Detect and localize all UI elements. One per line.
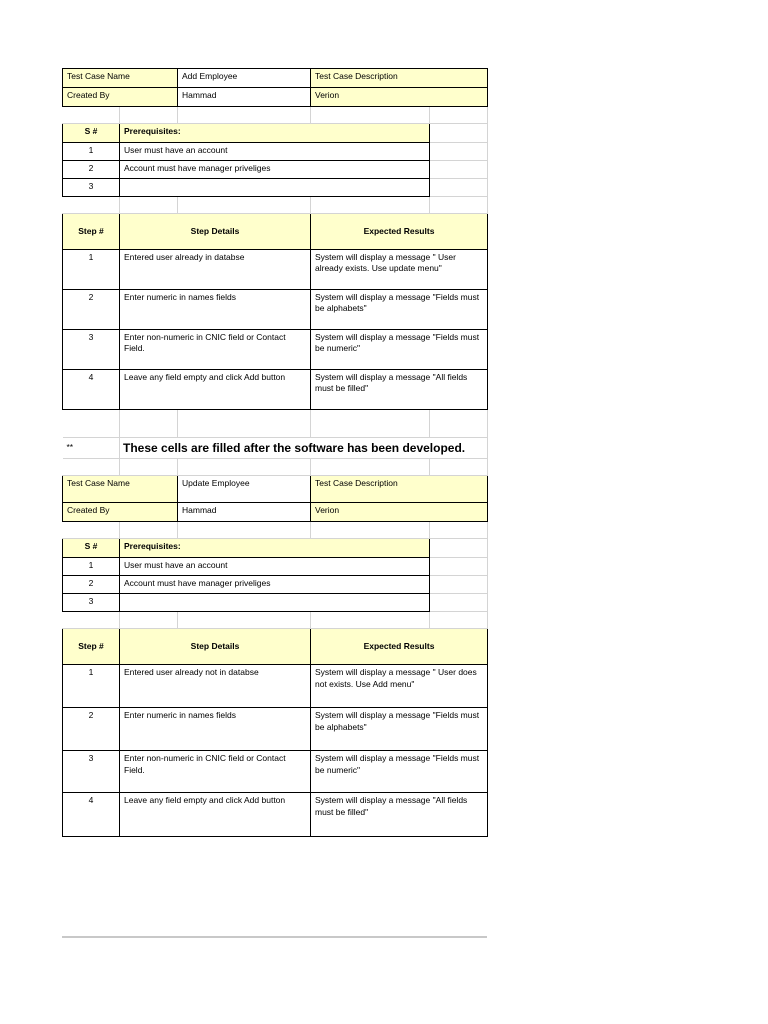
- case1-prereq-num: 1: [63, 143, 120, 161]
- case1-step-expected[interactable]: System will display a message "Fields must be alphabets": [311, 290, 488, 330]
- case1-prereq-num: 2: [63, 161, 120, 179]
- case1-description-label: Test Case Description: [311, 69, 488, 88]
- case1-created-by-label: Created By: [63, 88, 178, 107]
- case1-step-details[interactable]: Leave any field empty and click Add button: [120, 370, 311, 410]
- case2-step-expected[interactable]: System will display a message "Fields must be alphabets": [311, 708, 488, 751]
- case2-prereq-row: [63, 558, 488, 576]
- case1-prereq-text[interactable]: User must have an account: [120, 143, 430, 161]
- case1-step-expected[interactable]: System will display a message "Fields must be numeric": [311, 330, 488, 370]
- case1-step-row: [63, 290, 488, 330]
- case1-step-expected[interactable]: System will display a message " User already exists. Use update menu": [311, 250, 488, 290]
- case1-prereq-title: Prerequisites:: [120, 124, 430, 143]
- case2-step-num: 3: [63, 751, 120, 793]
- note-marker: **: [63, 438, 120, 459]
- case1-step-row: [63, 330, 488, 370]
- case2-prereq-num-label: S #: [63, 539, 120, 558]
- spacer-row: [63, 107, 488, 124]
- case1-created-by-value[interactable]: Hammad: [178, 88, 311, 107]
- case1-prereq-row: [63, 143, 488, 161]
- case2-step-expected[interactable]: System will display a message " User does not exists. Use Add menu": [311, 665, 488, 708]
- case2-step-expected[interactable]: System will display a message "All fields must be filled": [311, 793, 488, 837]
- case2-header-row-name: [63, 476, 488, 503]
- case1-step-num-header: Step #: [63, 214, 120, 250]
- case2-step-details-header: Step Details: [120, 629, 311, 665]
- spacer-row: [63, 197, 488, 214]
- note-text: These cells are filled after the software has been developed.: [120, 438, 488, 459]
- case2-step-row: [63, 751, 488, 793]
- case2-prereq-row: [63, 594, 488, 612]
- case2-step-num: 2: [63, 708, 120, 751]
- case1-step-num: 4: [63, 370, 120, 410]
- case2-step-details[interactable]: Entered user already not in databse: [120, 665, 311, 708]
- spreadsheet-sheet: [62, 68, 487, 837]
- case2-version-label: Verion: [311, 503, 488, 522]
- case1-header-row-name: [63, 69, 488, 88]
- case2-step-details[interactable]: Enter numeric in names fields: [120, 708, 311, 751]
- note-row: [63, 438, 488, 459]
- case1-steps-header: [63, 214, 488, 250]
- case2-step-details[interactable]: Enter non-numeric in CNIC field or Contact Field.: [120, 751, 311, 793]
- case1-step-expected[interactable]: System will display a message "All fields must be filled": [311, 370, 488, 410]
- spacer-row: [63, 612, 488, 629]
- test-case-table: [62, 68, 488, 837]
- page-footer-divider: [62, 936, 487, 938]
- case1-prereq-row: [63, 179, 488, 197]
- spacer-row: [63, 410, 488, 438]
- case2-step-expected[interactable]: System will display a message "Fields must be numeric": [311, 751, 488, 793]
- case1-expected-results-header: Expected Results: [311, 214, 488, 250]
- case1-step-row: [63, 250, 488, 290]
- case2-name-label: Test Case Name: [63, 476, 178, 503]
- case2-description-label: Test Case Description: [311, 476, 488, 503]
- case2-created-by-value[interactable]: Hammad: [178, 503, 311, 522]
- case2-prereq-text[interactable]: User must have an account: [120, 558, 430, 576]
- case1-prereq-text[interactable]: [120, 179, 430, 197]
- case1-prereq-num: 3: [63, 179, 120, 197]
- case1-prereq-text[interactable]: Account must have manager priveliges: [120, 161, 430, 179]
- case2-step-details[interactable]: Leave any field empty and click Add button: [120, 793, 311, 837]
- case1-prereq-row: [63, 161, 488, 179]
- case2-prereq-text[interactable]: [120, 594, 430, 612]
- case2-prereq-row: [63, 576, 488, 594]
- case2-step-row: [63, 708, 488, 751]
- case2-step-row: [63, 793, 488, 837]
- case1-prereq-num-label: S #: [63, 124, 120, 143]
- case1-step-num: 2: [63, 290, 120, 330]
- case2-name-value[interactable]: Update Employee: [178, 476, 311, 503]
- case1-version-label: Verion: [311, 88, 488, 107]
- case1-prereq-header: [63, 124, 488, 143]
- case1-name-value[interactable]: Add Employee: [178, 69, 311, 88]
- case2-prereq-title: Prerequisites:: [120, 539, 430, 558]
- case1-name-label: Test Case Name: [63, 69, 178, 88]
- case1-step-num: 1: [63, 250, 120, 290]
- case2-header-row-created: [63, 503, 488, 522]
- case1-header-row-created: [63, 88, 488, 107]
- case2-step-num: 1: [63, 665, 120, 708]
- case2-prereq-num: 3: [63, 594, 120, 612]
- case2-prereq-text[interactable]: Account must have manager priveliges: [120, 576, 430, 594]
- case1-step-details[interactable]: Enter numeric in names fields: [120, 290, 311, 330]
- case2-expected-results-header: Expected Results: [311, 629, 488, 665]
- spacer-row: [63, 522, 488, 539]
- case2-prereq-num: 1: [63, 558, 120, 576]
- case2-prereq-header: [63, 539, 488, 558]
- case2-prereq-num: 2: [63, 576, 120, 594]
- case1-step-details-header: Step Details: [120, 214, 311, 250]
- case1-step-details[interactable]: Enter non-numeric in CNIC field or Contact Field.: [120, 330, 311, 370]
- case2-created-by-label: Created By: [63, 503, 178, 522]
- case1-step-row: [63, 370, 488, 410]
- case2-step-num-header: Step #: [63, 629, 120, 665]
- case2-steps-header: [63, 629, 488, 665]
- case2-step-row: [63, 665, 488, 708]
- case2-step-num: 4: [63, 793, 120, 837]
- case1-step-num: 3: [63, 330, 120, 370]
- case1-step-details[interactable]: Entered user already in databse: [120, 250, 311, 290]
- spacer-row: [63, 459, 488, 476]
